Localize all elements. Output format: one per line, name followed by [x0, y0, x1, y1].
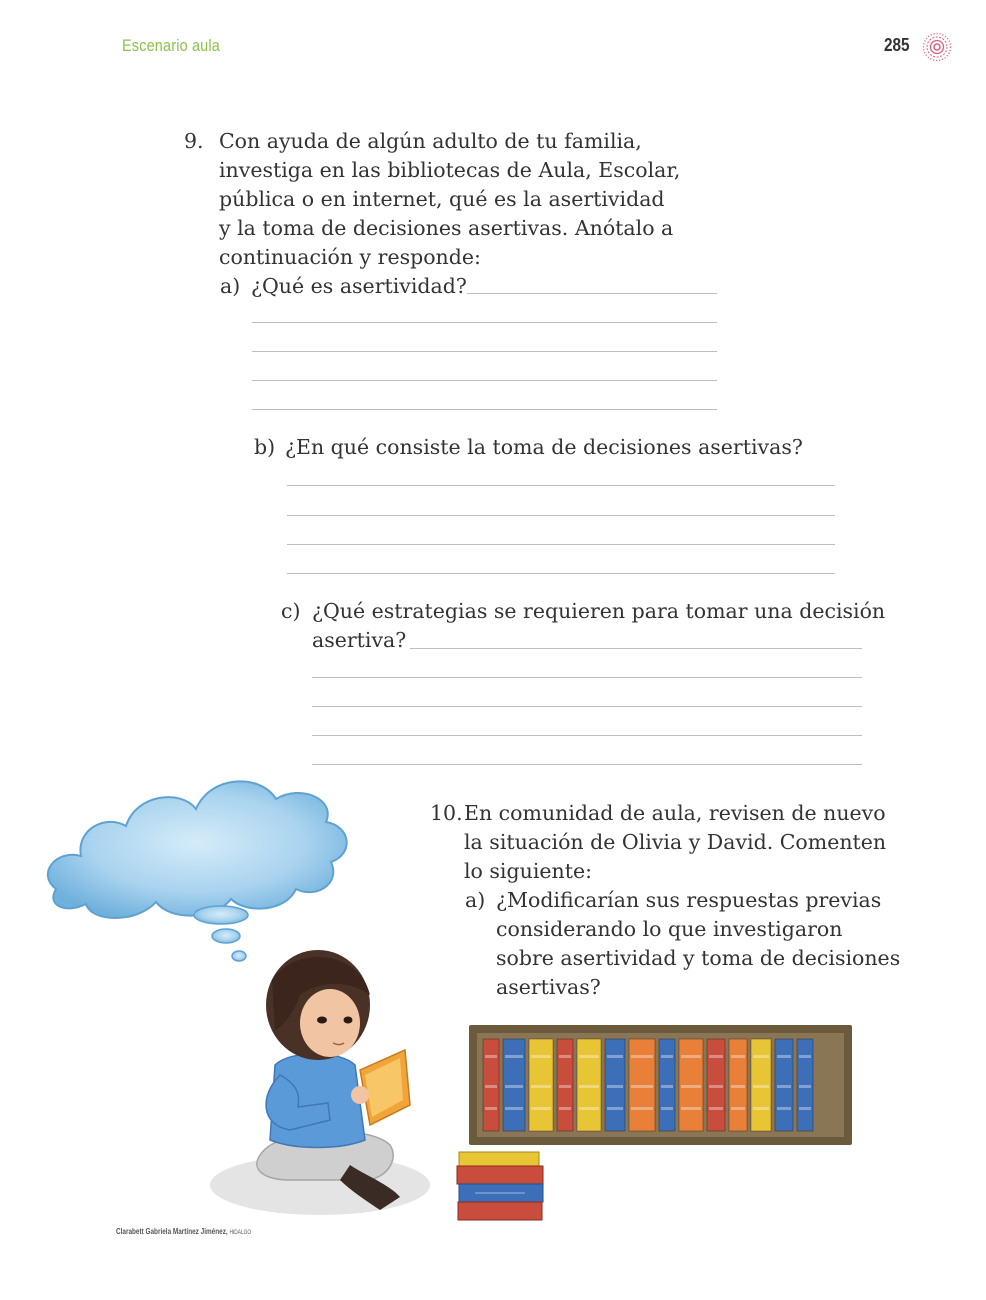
book-spine-band	[709, 1107, 723, 1110]
book-spine-band	[559, 1055, 571, 1058]
question-10a-letter: a)	[465, 888, 486, 912]
question-9-line-3: pública o en internet, qué es la asertividad	[219, 187, 665, 211]
question-9a-text: ¿Qué es asertividad?	[251, 274, 467, 298]
answer-line[interactable]	[312, 764, 862, 765]
question-9c-letter: c)	[281, 599, 301, 623]
book-spine-band	[799, 1055, 811, 1058]
book-stack-illustration	[455, 1150, 547, 1225]
illustration-credit	[116, 1227, 251, 1236]
rosette-icon	[921, 31, 953, 63]
answer-line[interactable]	[312, 677, 862, 678]
answer-line[interactable]	[287, 573, 835, 574]
credit-name: Clarabett Gabriela Martínez Jiménez,	[116, 1227, 228, 1236]
answer-line[interactable]	[312, 706, 862, 707]
page-number: 285	[884, 35, 910, 55]
book-spine-band	[661, 1085, 673, 1088]
answer-line[interactable]	[252, 380, 717, 381]
book-spine-band	[631, 1055, 653, 1058]
question-9-number: 9.	[184, 129, 204, 153]
answer-line[interactable]	[467, 293, 717, 294]
question-9c-line-1: ¿Qué estrategias se requieren para tomar una decisión	[312, 599, 886, 623]
book-spine-band	[753, 1055, 769, 1058]
book-spine-band	[485, 1085, 497, 1088]
question-9-line-2: investiga en las bibliotecas de Aula, Escolar,	[219, 158, 681, 182]
question-9-line-4: y la toma de decisiones asertivas. Anótalo a	[219, 216, 674, 240]
book-spine-band	[661, 1055, 673, 1058]
answer-line[interactable]	[312, 735, 862, 736]
thought-cloud-illustration	[36, 764, 356, 964]
question-10a-line-1: ¿Modificarían sus respuestas previas	[496, 888, 882, 912]
question-9b-text: ¿En qué consiste la toma de decisiones asertivas?	[285, 435, 803, 459]
book-spine-band	[505, 1055, 523, 1058]
question-10-line-3: lo siguiente:	[464, 859, 592, 883]
question-9c-line-2: asertiva?	[312, 628, 407, 652]
answer-line[interactable]	[287, 515, 835, 516]
answer-line[interactable]	[252, 409, 717, 410]
book-spine-band	[631, 1107, 653, 1110]
question-9-line-5: continuación y responde:	[219, 245, 481, 269]
book-spine-band	[579, 1085, 599, 1088]
book-spine-band	[753, 1107, 769, 1110]
book-spine-band	[661, 1107, 673, 1110]
book-spine-band	[681, 1085, 701, 1088]
book-spine-band	[709, 1055, 723, 1058]
book-spine-band	[731, 1055, 745, 1058]
book-spine-band	[681, 1107, 701, 1110]
book-spine-band	[753, 1085, 769, 1088]
book-spine-band	[579, 1055, 599, 1058]
book-spine-band	[505, 1107, 523, 1110]
book-spine-band	[731, 1085, 745, 1088]
question-10a-line-3: sobre asertividad y toma de decisiones	[496, 946, 901, 970]
book-spine-band	[607, 1085, 623, 1088]
book-spine-band	[731, 1107, 745, 1110]
book-spine-band	[559, 1107, 571, 1110]
book-spine-band	[799, 1107, 811, 1110]
book-spine-band	[777, 1107, 791, 1110]
book-spine-band	[579, 1107, 599, 1110]
question-9b-letter: b)	[254, 435, 276, 459]
book-spine-band	[505, 1085, 523, 1088]
question-9-line-1: Con ayuda de algún adulto de tu familia,	[219, 129, 642, 153]
book-spine-band	[485, 1055, 497, 1058]
answer-line[interactable]	[252, 351, 717, 352]
answer-line[interactable]	[252, 322, 717, 323]
child-reading-illustration	[200, 935, 445, 1230]
book-spine-band	[777, 1055, 791, 1058]
question-10a-line-4: asertivas?	[496, 975, 601, 999]
question-10-line-2: la situación de Olivia y David. Comenten	[464, 830, 887, 854]
book-spine-band	[531, 1055, 551, 1058]
credit-state: HIDALGO	[229, 1230, 252, 1236]
question-10-line-1: En comunidad de aula, revisen de nuevo	[464, 801, 886, 825]
book-spine-band	[531, 1107, 551, 1110]
book-spine-band	[631, 1085, 653, 1088]
question-9a-letter: a)	[220, 274, 241, 298]
book-spine-band	[607, 1107, 623, 1110]
book-spine-band	[485, 1107, 497, 1110]
book-spine-band	[559, 1085, 571, 1088]
question-10-number: 10.	[430, 801, 463, 825]
book-spine-band	[531, 1085, 551, 1088]
answer-line[interactable]	[287, 544, 835, 545]
book-spine-band	[799, 1085, 811, 1088]
question-10a-line-2: considerando lo que investigaron	[496, 917, 843, 941]
answer-line[interactable]	[410, 648, 862, 649]
book-spine-band	[607, 1055, 623, 1058]
book-spine-band	[681, 1055, 701, 1058]
book-spine-band	[709, 1085, 723, 1088]
section-title: Escenario aula	[122, 36, 220, 55]
bookshelf-illustration	[469, 1025, 852, 1145]
answer-line[interactable]	[287, 485, 835, 486]
book-spine-band	[777, 1085, 791, 1088]
